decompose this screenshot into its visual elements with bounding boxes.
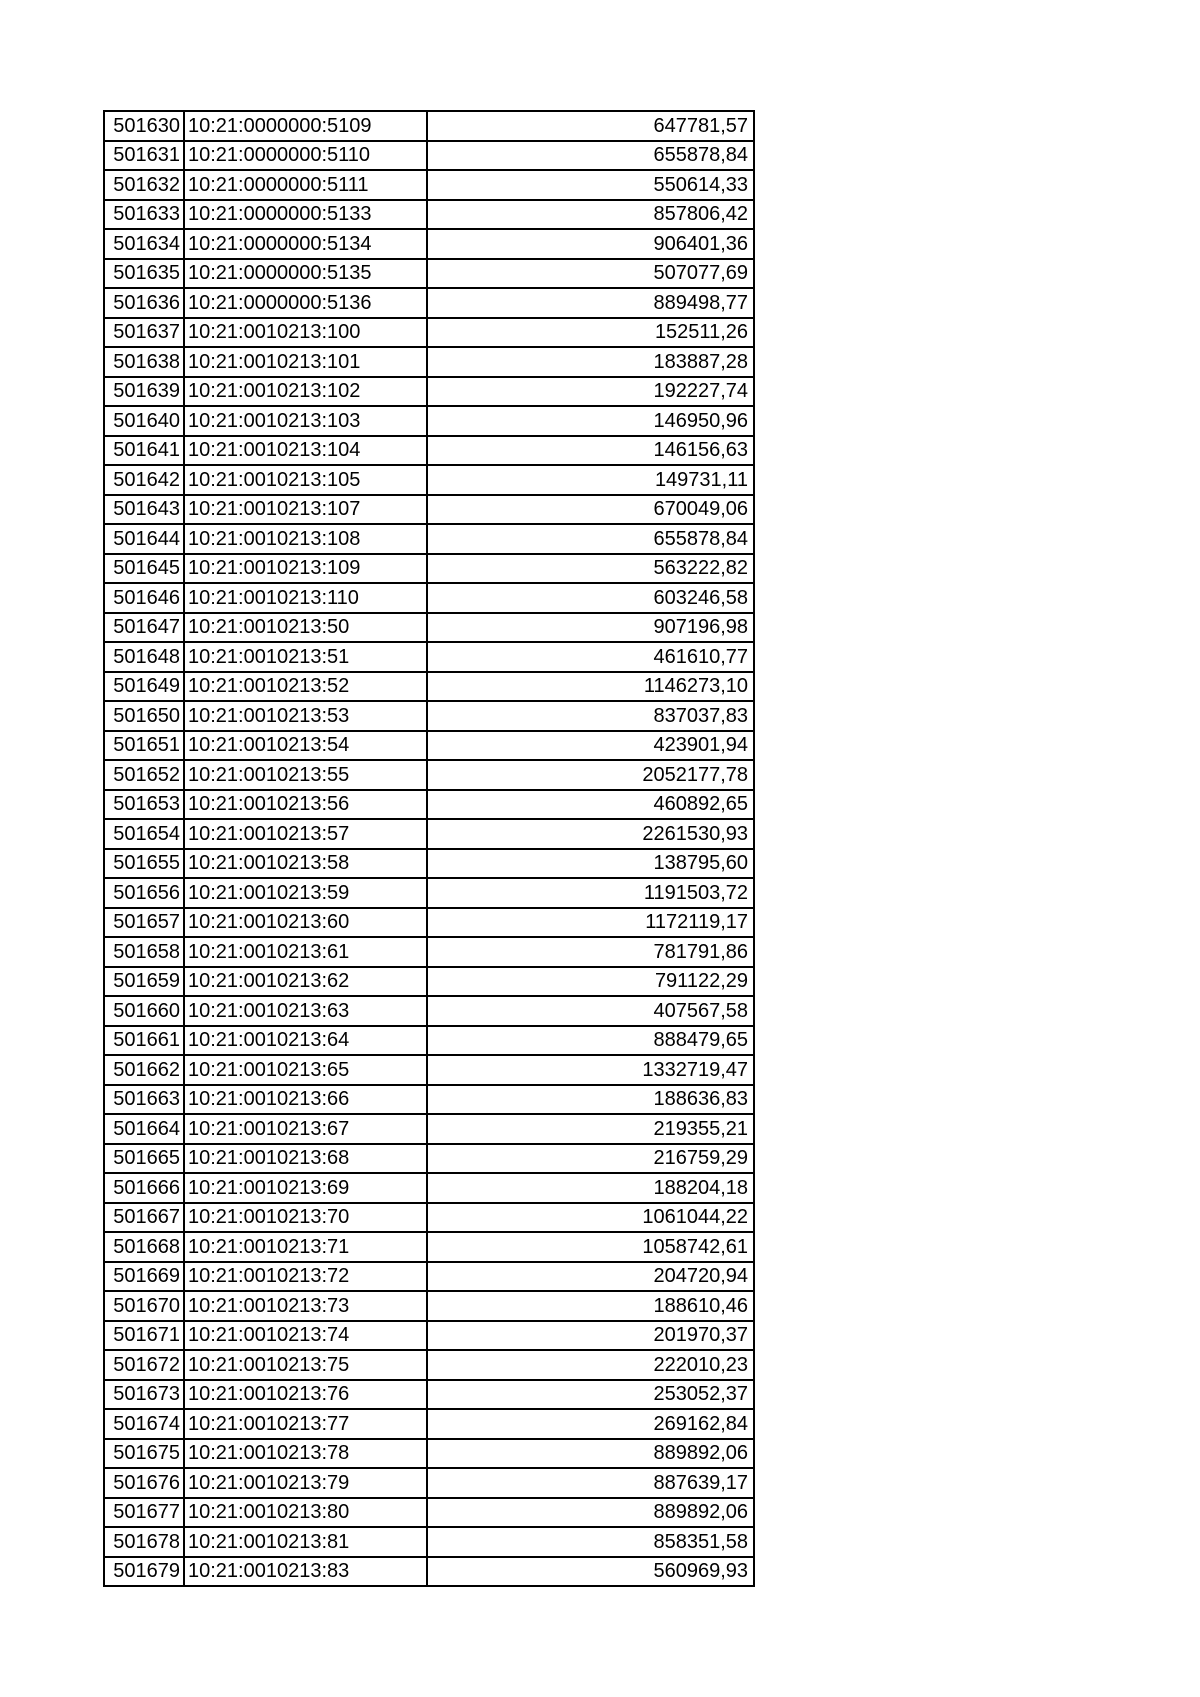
value-cell: 2052177,78 (427, 760, 754, 790)
value-cell: 1191503,72 (427, 878, 754, 908)
table-row (104, 495, 754, 525)
table-row (104, 937, 754, 967)
row-id-cell: 501652 (104, 760, 184, 790)
value-cell: 1146273,10 (427, 672, 754, 702)
cadastral-number-cell: 10:21:0000000:5134 (184, 229, 427, 259)
cadastral-number-cell: 10:21:0010213:74 (184, 1321, 427, 1351)
value-cell: 460892,65 (427, 790, 754, 820)
cadastral-number-cell: 10:21:0010213:72 (184, 1262, 427, 1292)
row-id-cell: 501670 (104, 1291, 184, 1321)
value-cell: 889498,77 (427, 288, 754, 318)
value-cell: 407567,58 (427, 996, 754, 1026)
row-id-cell: 501631 (104, 141, 184, 171)
table-row (104, 1468, 754, 1498)
value-cell: 192227,74 (427, 377, 754, 407)
row-id-cell: 501630 (104, 111, 184, 141)
cadastral-number-cell: 10:21:0010213:63 (184, 996, 427, 1026)
cadastral-number-cell: 10:21:0000000:5133 (184, 200, 427, 230)
row-id-cell: 501666 (104, 1173, 184, 1203)
row-id-cell: 501639 (104, 377, 184, 407)
row-id-cell: 501647 (104, 613, 184, 643)
cadastral-number-cell: 10:21:0010213:69 (184, 1173, 427, 1203)
row-id-cell: 501671 (104, 1321, 184, 1351)
table-row (104, 554, 754, 584)
cadastral-number-cell: 10:21:0010213:75 (184, 1350, 427, 1380)
cadastral-number-cell: 10:21:0000000:5135 (184, 259, 427, 289)
value-cell: 253052,37 (427, 1380, 754, 1410)
table-row (104, 1291, 754, 1321)
cadastral-number-cell: 10:21:0010213:107 (184, 495, 427, 525)
value-cell: 188636,83 (427, 1085, 754, 1115)
row-id-cell: 501678 (104, 1527, 184, 1557)
value-cell: 146950,96 (427, 406, 754, 436)
table-row (104, 406, 754, 436)
cadastral-number-cell: 10:21:0000000:5136 (184, 288, 427, 318)
cadastral-number-cell: 10:21:0010213:56 (184, 790, 427, 820)
cadastral-number-cell: 10:21:0010213:65 (184, 1055, 427, 1085)
value-cell: 219355,21 (427, 1114, 754, 1144)
value-cell: 149731,11 (427, 465, 754, 495)
value-cell: 461610,77 (427, 642, 754, 672)
value-cell: 146156,63 (427, 436, 754, 466)
value-cell: 858351,58 (427, 1527, 754, 1557)
table-row (104, 111, 754, 141)
value-cell: 216759,29 (427, 1144, 754, 1174)
table-row (104, 1144, 754, 1174)
cadastral-number-cell: 10:21:0000000:5109 (184, 111, 427, 141)
table-row (104, 701, 754, 731)
row-id-cell: 501660 (104, 996, 184, 1026)
row-id-cell: 501636 (104, 288, 184, 318)
value-cell: 781791,86 (427, 937, 754, 967)
table-row (104, 1439, 754, 1469)
table-body (104, 111, 754, 1586)
table-row (104, 1409, 754, 1439)
cadastral-number-cell: 10:21:0010213:67 (184, 1114, 427, 1144)
cadastral-number-cell: 10:21:0010213:64 (184, 1026, 427, 1056)
row-id-cell: 501648 (104, 642, 184, 672)
value-cell: 670049,06 (427, 495, 754, 525)
table-row (104, 1203, 754, 1233)
row-id-cell: 501676 (104, 1468, 184, 1498)
table-row (104, 259, 754, 289)
table-row (104, 878, 754, 908)
cadastral-number-cell: 10:21:0010213:104 (184, 436, 427, 466)
row-id-cell: 501651 (104, 731, 184, 761)
cadastral-number-cell: 10:21:0010213:80 (184, 1498, 427, 1528)
table-row (104, 1498, 754, 1528)
row-id-cell: 501662 (104, 1055, 184, 1085)
table-row (104, 790, 754, 820)
value-cell: 907196,98 (427, 613, 754, 643)
row-id-cell: 501672 (104, 1350, 184, 1380)
value-cell: 889892,06 (427, 1439, 754, 1469)
row-id-cell: 501668 (104, 1232, 184, 1262)
table-row (104, 908, 754, 938)
cadastral-number-cell: 10:21:0010213:57 (184, 819, 427, 849)
table-row (104, 288, 754, 318)
cadastral-number-cell: 10:21:0010213:102 (184, 377, 427, 407)
table-row (104, 967, 754, 997)
table-row (104, 1527, 754, 1557)
cadastral-number-cell: 10:21:0010213:105 (184, 465, 427, 495)
row-id-cell: 501637 (104, 318, 184, 348)
value-cell: 204720,94 (427, 1262, 754, 1292)
value-cell: 1332719,47 (427, 1055, 754, 1085)
cadastral-number-cell: 10:21:0010213:53 (184, 701, 427, 731)
cadastral-number-cell: 10:21:0010213:62 (184, 967, 427, 997)
table-row (104, 1085, 754, 1115)
row-id-cell: 501679 (104, 1557, 184, 1587)
value-cell: 188204,18 (427, 1173, 754, 1203)
cadastral-number-cell: 10:21:0010213:79 (184, 1468, 427, 1498)
value-cell: 857806,42 (427, 200, 754, 230)
value-cell: 887639,17 (427, 1468, 754, 1498)
table-row (104, 1557, 754, 1587)
row-id-cell: 501645 (104, 554, 184, 584)
row-id-cell: 501653 (104, 790, 184, 820)
value-cell: 563222,82 (427, 554, 754, 584)
row-id-cell: 501658 (104, 937, 184, 967)
row-id-cell: 501656 (104, 878, 184, 908)
value-cell: 889892,06 (427, 1498, 754, 1528)
table-row (104, 996, 754, 1026)
cadastral-number-cell: 10:21:0010213:66 (184, 1085, 427, 1115)
row-id-cell: 501657 (104, 908, 184, 938)
value-cell: 647781,57 (427, 111, 754, 141)
cadastral-number-cell: 10:21:0010213:51 (184, 642, 427, 672)
cadastral-number-cell: 10:21:0010213:55 (184, 760, 427, 790)
row-id-cell: 501643 (104, 495, 184, 525)
table-row (104, 760, 754, 790)
table-row (104, 465, 754, 495)
cadastral-number-cell: 10:21:0010213:54 (184, 731, 427, 761)
cadastral-number-cell: 10:21:0010213:70 (184, 1203, 427, 1233)
value-cell: 603246,58 (427, 583, 754, 613)
row-id-cell: 501661 (104, 1026, 184, 1056)
cadastral-number-cell: 10:21:0010213:109 (184, 554, 427, 584)
value-cell: 1061044,22 (427, 1203, 754, 1233)
row-id-cell: 501646 (104, 583, 184, 613)
value-cell: 1172119,17 (427, 908, 754, 938)
value-cell: 655878,84 (427, 524, 754, 554)
cadastral-number-cell: 10:21:0010213:78 (184, 1439, 427, 1469)
table-row (104, 672, 754, 702)
value-cell: 655878,84 (427, 141, 754, 171)
table-row (104, 1055, 754, 1085)
cadastral-number-cell: 10:21:0010213:60 (184, 908, 427, 938)
row-id-cell: 501667 (104, 1203, 184, 1233)
table-row (104, 229, 754, 259)
table-row (104, 1262, 754, 1292)
data-table (103, 110, 755, 1587)
cadastral-number-cell: 10:21:0010213:83 (184, 1557, 427, 1587)
value-cell: 906401,36 (427, 229, 754, 259)
row-id-cell: 501654 (104, 819, 184, 849)
row-id-cell: 501642 (104, 465, 184, 495)
row-id-cell: 501638 (104, 347, 184, 377)
row-id-cell: 501675 (104, 1439, 184, 1469)
cadastral-number-cell: 10:21:0010213:103 (184, 406, 427, 436)
table-row (104, 524, 754, 554)
cadastral-number-cell: 10:21:0000000:5111 (184, 170, 427, 200)
row-id-cell: 501659 (104, 967, 184, 997)
row-id-cell: 501633 (104, 200, 184, 230)
table-row (104, 141, 754, 171)
table-row (104, 613, 754, 643)
value-cell: 1058742,61 (427, 1232, 754, 1262)
table-row (104, 849, 754, 879)
table-row (104, 436, 754, 466)
value-cell: 2261530,93 (427, 819, 754, 849)
cadastral-number-cell: 10:21:0010213:61 (184, 937, 427, 967)
value-cell: 188610,46 (427, 1291, 754, 1321)
value-cell: 791122,29 (427, 967, 754, 997)
value-cell: 183887,28 (427, 347, 754, 377)
table-row (104, 170, 754, 200)
cadastral-number-cell: 10:21:0010213:52 (184, 672, 427, 702)
table-row (104, 200, 754, 230)
row-id-cell: 501640 (104, 406, 184, 436)
row-id-cell: 501664 (104, 1114, 184, 1144)
table-row (104, 318, 754, 348)
table-row (104, 1026, 754, 1056)
row-id-cell: 501673 (104, 1380, 184, 1410)
value-cell: 138795,60 (427, 849, 754, 879)
table-row (104, 1380, 754, 1410)
table-row (104, 347, 754, 377)
table-row (104, 583, 754, 613)
row-id-cell: 501632 (104, 170, 184, 200)
cadastral-number-cell: 10:21:0010213:100 (184, 318, 427, 348)
row-id-cell: 501677 (104, 1498, 184, 1528)
cadastral-number-cell: 10:21:0010213:50 (184, 613, 427, 643)
cadastral-number-cell: 10:21:0010213:81 (184, 1527, 427, 1557)
cadastral-number-cell: 10:21:0010213:76 (184, 1380, 427, 1410)
row-id-cell: 501665 (104, 1144, 184, 1174)
value-cell: 837037,83 (427, 701, 754, 731)
row-id-cell: 501644 (104, 524, 184, 554)
cadastral-number-cell: 10:21:0010213:77 (184, 1409, 427, 1439)
table-row (104, 1350, 754, 1380)
value-cell: 152511,26 (427, 318, 754, 348)
table-row (104, 642, 754, 672)
value-cell: 423901,94 (427, 731, 754, 761)
cadastral-number-cell: 10:21:0010213:68 (184, 1144, 427, 1174)
value-cell: 550614,33 (427, 170, 754, 200)
row-id-cell: 501641 (104, 436, 184, 466)
cadastral-number-cell: 10:21:0010213:108 (184, 524, 427, 554)
cadastral-number-cell: 10:21:0010213:58 (184, 849, 427, 879)
table-row (104, 1321, 754, 1351)
value-cell: 222010,23 (427, 1350, 754, 1380)
cadastral-number-cell: 10:21:0010213:73 (184, 1291, 427, 1321)
cadastral-number-cell: 10:21:0010213:110 (184, 583, 427, 613)
row-id-cell: 501634 (104, 229, 184, 259)
row-id-cell: 501674 (104, 1409, 184, 1439)
row-id-cell: 501655 (104, 849, 184, 879)
table-row (104, 731, 754, 761)
cadastral-number-cell: 10:21:0000000:5110 (184, 141, 427, 171)
table-row (104, 1114, 754, 1144)
value-cell: 888479,65 (427, 1026, 754, 1056)
row-id-cell: 501669 (104, 1262, 184, 1292)
value-cell: 560969,93 (427, 1557, 754, 1587)
row-id-cell: 501649 (104, 672, 184, 702)
cadastral-number-cell: 10:21:0010213:101 (184, 347, 427, 377)
cadastral-number-cell: 10:21:0010213:71 (184, 1232, 427, 1262)
table-row (104, 1173, 754, 1203)
value-cell: 201970,37 (427, 1321, 754, 1351)
value-cell: 507077,69 (427, 259, 754, 289)
table-row (104, 819, 754, 849)
row-id-cell: 501650 (104, 701, 184, 731)
cadastral-number-cell: 10:21:0010213:59 (184, 878, 427, 908)
table-row (104, 1232, 754, 1262)
row-id-cell: 501635 (104, 259, 184, 289)
row-id-cell: 501663 (104, 1085, 184, 1115)
table-row (104, 377, 754, 407)
value-cell: 269162,84 (427, 1409, 754, 1439)
